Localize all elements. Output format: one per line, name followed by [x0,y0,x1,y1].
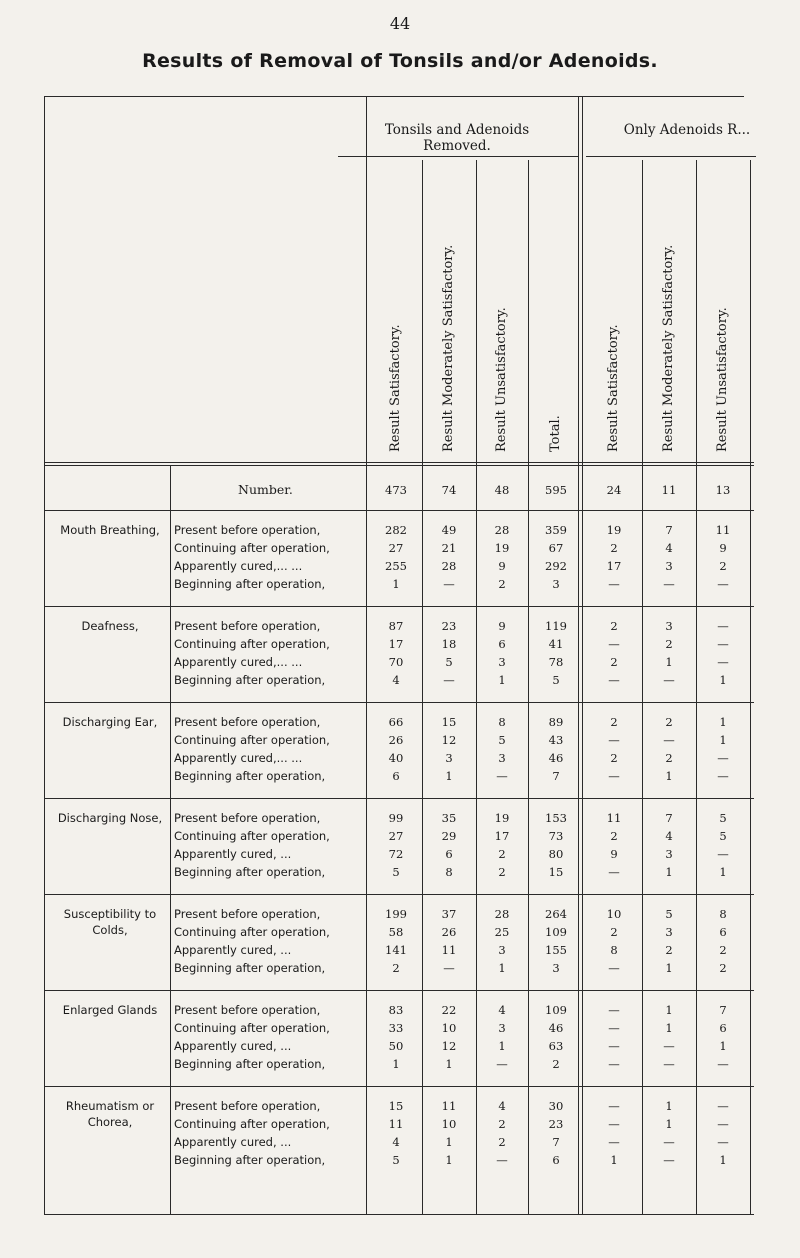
table-cell: 6 [552,1153,560,1167]
table-cell: 23 [548,1117,564,1131]
table-cell: 1 [665,1021,673,1035]
table-cell: 3 [665,619,673,633]
table-cell: 1 [445,1135,453,1149]
row-label: Present before operation, [174,811,321,825]
table-cell: 35 [441,811,457,825]
table-cell: 29 [441,829,457,843]
category-rule-1 [44,606,754,607]
table-cell: 1 [392,1057,400,1071]
category-rule-6 [44,1086,754,1087]
table-cell: 49 [441,523,457,537]
table-cell: — [496,769,508,783]
table-cell: 22 [441,1003,457,1017]
table-cell: 9 [498,559,506,573]
table-cell: 6 [498,637,506,651]
group-header-adenoids: Only Adenoids R... [623,122,751,138]
table-cell: 9 [610,847,618,861]
header-bottom-rule [44,462,754,463]
table-cell: 2 [719,559,727,573]
table-cell: 11 [388,1117,404,1131]
table-cell: 43 [548,733,564,747]
table-cell: 2 [665,715,673,729]
table-cell: — [663,1153,675,1167]
table-cell: 2 [665,637,673,651]
table-cell: 63 [548,1039,564,1053]
row-label: Beginning after operation, [174,865,326,879]
table-cell: 89 [548,715,564,729]
category-rule-3 [44,798,754,799]
table-cell: 1 [719,673,727,687]
table-cell: 2 [498,1135,506,1149]
table-cell: 1 [498,1039,506,1053]
table-cell: — [608,1003,620,1017]
table-cell: 46 [548,1021,564,1035]
table-cell: — [717,619,729,633]
table-cell: 4 [665,541,673,555]
table-cell: 199 [385,907,407,921]
table-cell: — [608,1057,620,1071]
table-cell: — [717,1099,729,1113]
category-name: Deafness, [81,619,139,633]
table-cell: — [717,577,729,591]
table-cell: 1 [498,673,506,687]
row-label: Continuing after operation, [174,925,330,939]
row-label: Beginning after operation, [174,961,326,975]
category-name: Discharging Ear, [62,715,158,729]
row-label: Continuing after operation, [174,541,330,555]
table-cell: 66 [388,715,404,729]
row-label: Present before operation, [174,1099,321,1113]
table-cell: 6 [392,769,400,783]
table-cell: 5 [392,1153,400,1167]
row-label: Apparently cured, ... [174,1039,292,1053]
table-cell: 141 [385,943,407,957]
table-cell: 6 [719,1021,727,1035]
row-label: Present before operation, [174,1003,321,1017]
table-cell: 8 [445,865,453,879]
table-cell: 10 [441,1117,457,1131]
category-name: Enlarged Glands [62,1003,158,1017]
table-cell: 2 [392,961,400,975]
table-cell: 67 [548,541,564,555]
table-cell: 40 [388,751,404,765]
table-cell: 1 [665,865,673,879]
table-cell: 28 [494,523,510,537]
category-name: Rheumatism or Chorea, [65,1099,155,1129]
row-label: Present before operation, [174,715,321,729]
table-cell: 292 [545,559,567,573]
table-cell: — [608,961,620,975]
table-cell: 37 [441,907,457,921]
table-cell: 1 [610,1153,618,1167]
table-cell: 30 [548,1099,564,1113]
table-cell: 3 [498,751,506,765]
table-cell: 2 [610,925,618,939]
category-rule-4 [44,894,754,895]
table-cell: 4 [665,829,673,843]
row-label: Beginning after operation, [174,1153,326,1167]
table-cell: 27 [388,541,404,555]
table-cell: 25 [494,925,510,939]
table-cell: 5 [719,811,727,825]
table-cell: 2 [610,619,618,633]
number-cell: 11 [661,483,677,497]
table-cell: 5 [719,829,727,843]
table-cell: 2 [498,865,506,879]
table-cell: 2 [665,751,673,765]
number-row-label: Number. [238,482,293,497]
table-cell: — [663,673,675,687]
table-cell: 255 [385,559,407,573]
table-cell: 19 [606,523,622,537]
table-cell: 5 [665,907,673,921]
row-label: Continuing after operation, [174,829,330,843]
table-cell: — [663,1135,675,1149]
table-cell: — [608,673,620,687]
table-cell: 4 [392,673,400,687]
table-cell: 1 [665,1099,673,1113]
table-cell: 1 [719,1153,727,1167]
table-cell: 19 [494,811,510,825]
table-cell: 17 [494,829,510,843]
number-cell: 24 [606,483,622,497]
table-cell: 109 [545,1003,567,1017]
table-cell: 1 [719,865,727,879]
table-cell: — [608,1021,620,1035]
row-label: Present before operation, [174,523,321,537]
table-cell: 3 [498,943,506,957]
table-cell: 109 [545,925,567,939]
table-cell: 1 [719,1039,727,1053]
row-label: Present before operation, [174,619,321,633]
category-rule-2 [44,702,754,703]
row-label: Apparently cured,... ... [174,751,303,765]
table-cell: 6 [719,925,727,939]
table-cell: 10 [441,1021,457,1035]
table-cell: 26 [441,925,457,939]
row-label: Beginning after operation, [174,577,326,591]
table-cell: — [663,1057,675,1071]
table-cell: — [717,769,729,783]
table-cell: — [608,1117,620,1131]
table-cell: — [443,577,455,591]
table-cell: 46 [548,751,564,765]
table-cell: 2 [610,715,618,729]
table-cell: — [608,1039,620,1053]
row-label: Apparently cured,... ... [174,655,303,669]
table-cell: — [663,577,675,591]
table-cell: — [608,1099,620,1113]
column-rule-2 [528,160,529,1214]
table-cell: 1 [665,655,673,669]
table-cell: 1 [719,733,727,747]
table-cell: 1 [665,769,673,783]
table-top-border [44,96,744,97]
group-rule-adenoids [586,156,756,157]
table-cell: 41 [548,637,564,651]
table-cell: 1 [665,1003,673,1017]
table-cell: 8 [610,943,618,957]
category-name: Discharging Nose, [57,811,163,825]
table-cell: 26 [388,733,404,747]
table-cell: 5 [498,733,506,747]
table-cell: 2 [552,1057,560,1071]
number-cell: 473 [385,483,407,497]
table-cell: 27 [388,829,404,843]
row-label: Continuing after operation, [174,637,330,651]
table-cell: 3 [552,577,560,591]
row-label: Continuing after operation, [174,1021,330,1035]
row-label: Beginning after operation, [174,769,326,783]
table-cell: 11 [441,1099,457,1113]
table-cell: 4 [498,1003,506,1017]
table-cell: — [443,673,455,687]
table-cell: 3 [665,559,673,573]
table-cell: 7 [665,811,673,825]
row-label: Apparently cured,... ... [174,559,303,573]
table-cell: — [608,865,620,879]
table-cell: 15 [548,865,564,879]
category-column-rule [170,466,171,1214]
table-cell: — [663,1039,675,1053]
table-cell: 2 [498,847,506,861]
table-cell: 3 [498,1021,506,1035]
table-cell: 2 [498,577,506,591]
table-cell: 1 [665,1117,673,1131]
table-cell: 70 [388,655,404,669]
table-cell: 2 [610,751,618,765]
table-cell: 28 [441,559,457,573]
table-cell: 9 [498,619,506,633]
row-label: Apparently cured, ... [174,847,292,861]
column-header-3: Total. [548,415,563,452]
table-cell: 17 [388,637,404,651]
table-cell: 2 [498,1117,506,1131]
row-label: Apparently cured, ... [174,943,292,957]
group-divider-2 [582,96,583,1214]
row-label: Continuing after operation, [174,1117,330,1131]
column-header-2: Result Unsatisfactory. [494,307,509,452]
table-cell: 10 [606,907,622,921]
table-cell: 3 [552,961,560,975]
number-cell: 74 [441,483,457,497]
page-number: 44 [389,14,411,33]
number-cell: 48 [494,483,510,497]
table-cell: 153 [545,811,567,825]
column-rule-5 [750,160,751,1214]
table-cell: — [443,961,455,975]
table-cell: 8 [498,715,506,729]
table-cell: — [717,1117,729,1131]
table-cell: 80 [548,847,564,861]
number-cell: 13 [715,483,731,497]
table-cell: 1 [392,577,400,591]
row-label: Continuing after operation, [174,733,330,747]
row-label: Apparently cured, ... [174,1135,292,1149]
row-label: Beginning after operation, [174,1057,326,1071]
table-cell: 359 [545,523,567,537]
category-name: Susceptibility to Colds, [63,907,157,937]
column-header-6: Result Unsatisfactory. [715,307,730,452]
table-cell: 1 [719,715,727,729]
table-cell: 11 [441,943,457,957]
table-cell: 2 [610,541,618,555]
table-cell: 282 [385,523,407,537]
table-cell: — [717,637,729,651]
category-rule-0 [44,510,754,511]
row-label: Present before operation, [174,907,321,921]
table-cell: 9 [719,541,727,555]
table-cell: 1 [445,1153,453,1167]
table-cell: 72 [388,847,404,861]
table-cell: 73 [548,829,564,843]
table-cell: 5 [445,655,453,669]
table-cell: 1 [665,961,673,975]
table-cell: 2 [719,961,727,975]
table-cell: 119 [545,619,567,633]
table-cell: 18 [441,637,457,651]
table-cell: 58 [388,925,404,939]
number-cell: 595 [545,483,567,497]
table-cell: 5 [552,673,560,687]
table-cell: 23 [441,619,457,633]
label-column-rule [366,96,367,1214]
table-bottom-border [44,1214,754,1215]
table-cell: — [717,655,729,669]
table-cell: 4 [392,1135,400,1149]
table-cell: — [717,847,729,861]
group-rule-tonsils [338,156,578,157]
table-cell: 12 [441,733,457,747]
table-cell: — [663,733,675,747]
table-cell: 17 [606,559,622,573]
table-cell: — [608,577,620,591]
table-cell: 1 [445,1057,453,1071]
table-cell: 12 [441,1039,457,1053]
table-cell: 87 [388,619,404,633]
table-cell: 7 [665,523,673,537]
table-cell: 3 [665,925,673,939]
table-cell: 3 [498,655,506,669]
column-header-4: Result Satisfactory. [606,324,621,452]
table-cell: 2 [665,943,673,957]
table-cell: — [608,733,620,747]
table-cell: 50 [388,1039,404,1053]
table-cell: 1 [498,961,506,975]
column-rule-0 [422,160,423,1214]
table-cell: 2 [610,829,618,843]
table-cell: — [608,1135,620,1149]
table-cell: 11 [606,811,622,825]
table-cell: — [717,1057,729,1071]
table-cell: 7 [719,1003,727,1017]
table-cell: 33 [388,1021,404,1035]
header-bottom-rule-2 [44,465,754,466]
table-cell: 4 [498,1099,506,1113]
column-header-0: Result Satisfactory. [388,324,403,452]
table-cell: 8 [719,907,727,921]
category-name: Mouth Breathing, [60,523,160,537]
table-cell: 99 [388,811,404,825]
table-cell: 7 [552,1135,560,1149]
table-cell: 15 [388,1099,404,1113]
table-cell: — [717,1135,729,1149]
table-cell: 19 [494,541,510,555]
table-cell: 7 [552,769,560,783]
table-cell: 3 [445,751,453,765]
table-cell: — [496,1153,508,1167]
column-rule-4 [696,160,697,1214]
table-cell: 21 [441,541,457,555]
table-cell: 3 [665,847,673,861]
table-cell: — [717,751,729,765]
table-cell: 1 [445,769,453,783]
page-title: Results of Removal of Tonsils and/or Adenoids. [142,50,658,72]
table-cell: 2 [610,655,618,669]
table-cell: — [608,637,620,651]
table-cell: — [608,769,620,783]
table-cell: 78 [548,655,564,669]
table-cell: 2 [719,943,727,957]
table-cell: — [496,1057,508,1071]
table-left-border [44,96,45,1214]
table-cell: 11 [715,523,731,537]
table-cell: 6 [445,847,453,861]
table-cell: 83 [388,1003,404,1017]
category-rule-5 [44,990,754,991]
column-header-5: Result Moderately Satisfactory. [661,244,676,452]
table-cell: 15 [441,715,457,729]
column-rule-3 [642,160,643,1214]
row-label: Beginning after operation, [174,673,326,687]
table-cell: 5 [392,865,400,879]
table-cell: 264 [545,907,567,921]
table-cell: 155 [545,943,567,957]
table-cell: 28 [494,907,510,921]
column-header-1: Result Moderately Satisfactory. [441,244,456,452]
group-header-tonsils: Tonsils and Adenoids Removed. [384,122,530,154]
